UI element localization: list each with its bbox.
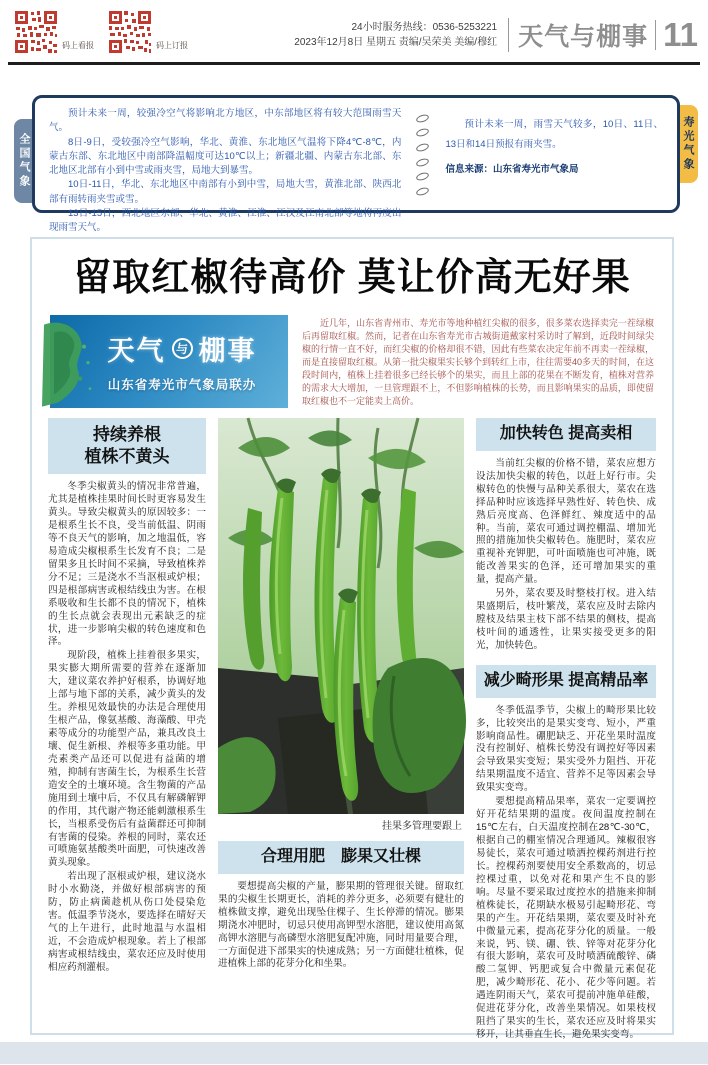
- heading-line: 持续养根: [93, 425, 161, 445]
- qr-item-read: [14, 10, 94, 54]
- lead-paragraph: 近几年，山东省青州市、寿光市等地种植红尖椒的很多，很多菜农选择卖完一茬绿椒后再留取红椒。然而，记者在山东省寿光市古城街道戴家村采访时了解到，近段时间绿尖椒的行情一直不好，而红尖椒的价格却很不错，因此有些菜农决定年前不再卖一茬绿椒，而是直接留取红椒。从第一批尖椒果实长够个到转红上市，往往需要40多天的时间，在这段时间内，植株上挂着很多已经长够个的果实，而且上部的花果在不断发育，植株对营养的需求大大增加，一旦管理跟不上，不但影响植株的长势，而且影响果实的品质，即使留取红椒也不一定能卖上高价。: [302, 317, 655, 406]
- logo-title-circle: 与: [172, 338, 193, 359]
- column-middle: [218, 418, 464, 1065]
- local-source: 信息来源：山东省寿光市气象局: [445, 163, 579, 175]
- header-divider: [508, 18, 509, 52]
- body-paragraph: 当前红尖椒的价格不错，菜农应想方设法加快尖椒的转色，以赶上好行市。尖椒转色的快慢与品种关系很大，菜农在选择品种时应该选择早熟性好、转色快、成熟后亮度高、色泽鲜红、辣度适中的品种。当前，菜农可通过调控棚温、增加光照的措施加快尖椒转色。施肥时，菜农应重视补充钾肥，可叶面喷施也可冲施，既能改善果实的色泽，还可增加果实的重量，提高产量。: [476, 457, 656, 586]
- tab-national-weather: 全国气象: [14, 119, 34, 203]
- body-paragraph: 冬季尖椒黄头的情况非常普遍，尤其是植株挂果时间长时更容易发生黄头。导致尖椒黄头的原因较多：一是根系生长不良，受当前低温、阴雨等不良天气的影响，加之地温低，容易造成尖椒根系生长发育不良；二是留果多且长时间不采摘，导致植株养分不足；三是浇水不当沤根或炉根；四是根部病害或根结线虫为害。在根系吸收和生长都不良的情况下，植株的生长点就会表现出元素缺乏的症状，进一步影响尖椒的转色速度和色泽。: [48, 481, 206, 648]
- body-paragraph: 要想提高精品果率，菜农一定要调控好开花结果期的温度。夜间温度控制在15℃左右，白天温度控制在28℃-30℃，根据自己的棚室情况合理通风。辣椒很容易徒长，菜农可通过喷洒控棵药剂进行控长。控棵药剂要使用安全系数高的，切忌控棵过重，以免对花和果产生不良的影响。尽量不要采取过度控水的措施来抑制植株徒长，花期缺水极易引起畸形花、弯果的产生。开花结果期，菜农要及时补充中微量元素，提高花芽分化的质量。一般来说，钙、镁、硼、铁、锌等对花芽分化有很大影响，菜农可及时喷洒硫酸锌、磷酸二氢钾、钙肥或复合中微量元素促花肥，减少畸形花、花小、花少等问题。若遇连阴雨天气，菜农可提前冲施单硅酸，促进花芽分化，改善坐果情况。如果枝杈阻挡了果实的生长，菜农还应及时将果实移开，让其垂直生长，避免果实变弯。: [476, 796, 656, 1041]
- masthead: [518, 16, 698, 54]
- qr-code-icon: [14, 10, 58, 54]
- section-heading-roots: [48, 418, 206, 474]
- section-heading-fertilizer: 合理用肥 膨果又壮棵: [218, 841, 464, 874]
- qr-code-group: [14, 10, 188, 54]
- forecast-paragraph: 10日-11日，华北、东北地区中南部有小到中雪，局地大雪，黄淮北部、陕西北部有雨转雨夹雪或雪。: [49, 179, 402, 205]
- service-hotline: 24小时服务热线：0536-5253221: [351, 21, 498, 33]
- logo-title-left: 天气: [107, 336, 166, 367]
- page-number: 11: [663, 16, 698, 53]
- weather-box-body: [32, 95, 680, 233]
- logo-title-right: 棚事: [198, 336, 257, 367]
- column-logo: [50, 315, 288, 408]
- dateline: 2023年12月8日 星期五 责编/吴荣美 美编/穆红: [294, 37, 498, 48]
- article-panel: [30, 237, 674, 1041]
- qr-code-icon: [108, 10, 152, 54]
- photo-caption: 挂果多管理要跟上: [382, 821, 462, 833]
- forecast-paragraph: 13日-15日，西北地区东部、华北、黄淮、江淮、江汉及江南北部等地将再度出现雨雪天气。: [49, 207, 402, 233]
- article-headline: 留取红椒待高价 莫让价高无好果: [73, 257, 631, 299]
- section-title: 天气与棚事: [518, 23, 649, 51]
- column-left: [48, 418, 206, 1065]
- qr-item-subscribe: [108, 10, 188, 54]
- weather-forecast-box: [14, 95, 698, 233]
- pepper-photo: [218, 418, 464, 814]
- column-right: [476, 418, 656, 1065]
- heading-line: 植株不黄头: [84, 447, 170, 467]
- national-forecast: [49, 107, 409, 233]
- forecast-paragraph: 预计未来一周，较强冷空气将影响北方地区，中东部地区将有较大范围雨雪天气。: [49, 108, 402, 134]
- tab-shouguang-weather: 寿光气象: [678, 105, 698, 183]
- body-paragraph: 另外，菜农要及时整枝打杈。进入结果盛期后，枝叶繁茂，菜农应及时去除内膛枝及结果主枝下部不结果的侧枝，提高枝叶间的通透性，让果实接受更多的阳光，加快转色。: [476, 588, 656, 651]
- page-header: [0, 0, 708, 62]
- spiral-binding-icon: [409, 107, 435, 203]
- section-heading-deformed: 减少畸形果 提高精品率: [476, 665, 656, 698]
- body-paragraph: 要想提高尖椒的产量，膨果期的管理很关键。留取红果的尖椒生长期更长，消耗的养分更多，必须要有健壮的植株做支撑，避免出现坠住棵子、生长停滞的情况。膨果期浇水冲肥时，切忌只使用高钾型水溶肥，建议使用高氮高钾水溶肥与高磷型水溶肥复配冲施，同时用量要合理，一方面促进下部果实的快速成熟；另一方面健壮植株，促进植株上部的花芽分化和坐果。: [218, 880, 464, 970]
- masthead-divider: [655, 20, 656, 50]
- forecast-paragraph: 预计未来一周，雨雪天气较多，10日、11日、13日和14日预报有雨夹雪。: [445, 119, 663, 150]
- body-paragraph: 冬季低温季节，尖椒上的畸形果比较多，比较突出的是果实变弯、短小，严重影响商品性。硼肥缺乏、开花坐果时温度没有控制好、植株长势没有调控好等因素会导致果实变短；果实受外力阻挡、开花结果期温度不适宜、营养不足等因素会导致果实变弯。: [476, 704, 656, 794]
- qr-label-read: 码上看报: [62, 41, 94, 50]
- local-forecast: [435, 107, 663, 203]
- header-rule: [8, 62, 700, 65]
- map-graphic-icon: [50, 315, 116, 408]
- section-heading-color: 加快转色 提高卖相: [476, 418, 656, 451]
- article-columns: [48, 418, 656, 1065]
- article-intro-row: [50, 315, 654, 408]
- forecast-paragraph: 8日-9日，受较强冷空气影响，华北、黄淮、东北地区气温将下降4℃-8℃，内蒙古东部、东北地区中南部降温幅度可达10℃以上；新疆北疆、内蒙古东北部、东北地区北部有小到中雪或雨夹雪，局地大到暴雪。: [49, 136, 402, 176]
- body-paragraph: 若出现了沤根或炉根，建议浇水时小水勤浇，并做好根部病害的预防，防止病菌趁机从伤口处侵染危害。低温季节浇水，要选择在晴好天气的上午进行，此时地温与水温相近，不会造成炉根现象。若上了根部病害或根结线虫，菜农还应及时使用相应药剂灌根。: [48, 871, 206, 973]
- page-bottom-strip: [0, 1042, 708, 1064]
- qr-label-subscribe: 码上订报: [156, 41, 188, 50]
- logo-subtitle: 山东省寿光市气象局联办: [107, 378, 257, 393]
- header-info: [294, 20, 497, 51]
- body-paragraph: 现阶段，植株上挂着很多果实，果实膨大期所需要的营养在逐渐加大，建议菜农养护好根系，协调好地上部与地下部的关系，减少黄头的发生。养根见效最快的办法是合理使用生根产品，像氨基酸、海藻酸、甲壳素等成分的功能型产品，兼具改良土壤、促生新根、养根等多重功能。甲壳素类产品还可以促进有益菌的增殖，抑制有害菌生长，为根系生长营造安全的土壤环境。含生物菌的产品施用到土壤中后，不仅具有解磷解钾的作用，其代谢产物还能刺激根系生长，当根系受伤后有益菌群还可抑制有害菌的侵染。养根的同时，菜农还可喷施氨基酸类叶面肥，可快速改善黄头现象。: [48, 650, 206, 869]
